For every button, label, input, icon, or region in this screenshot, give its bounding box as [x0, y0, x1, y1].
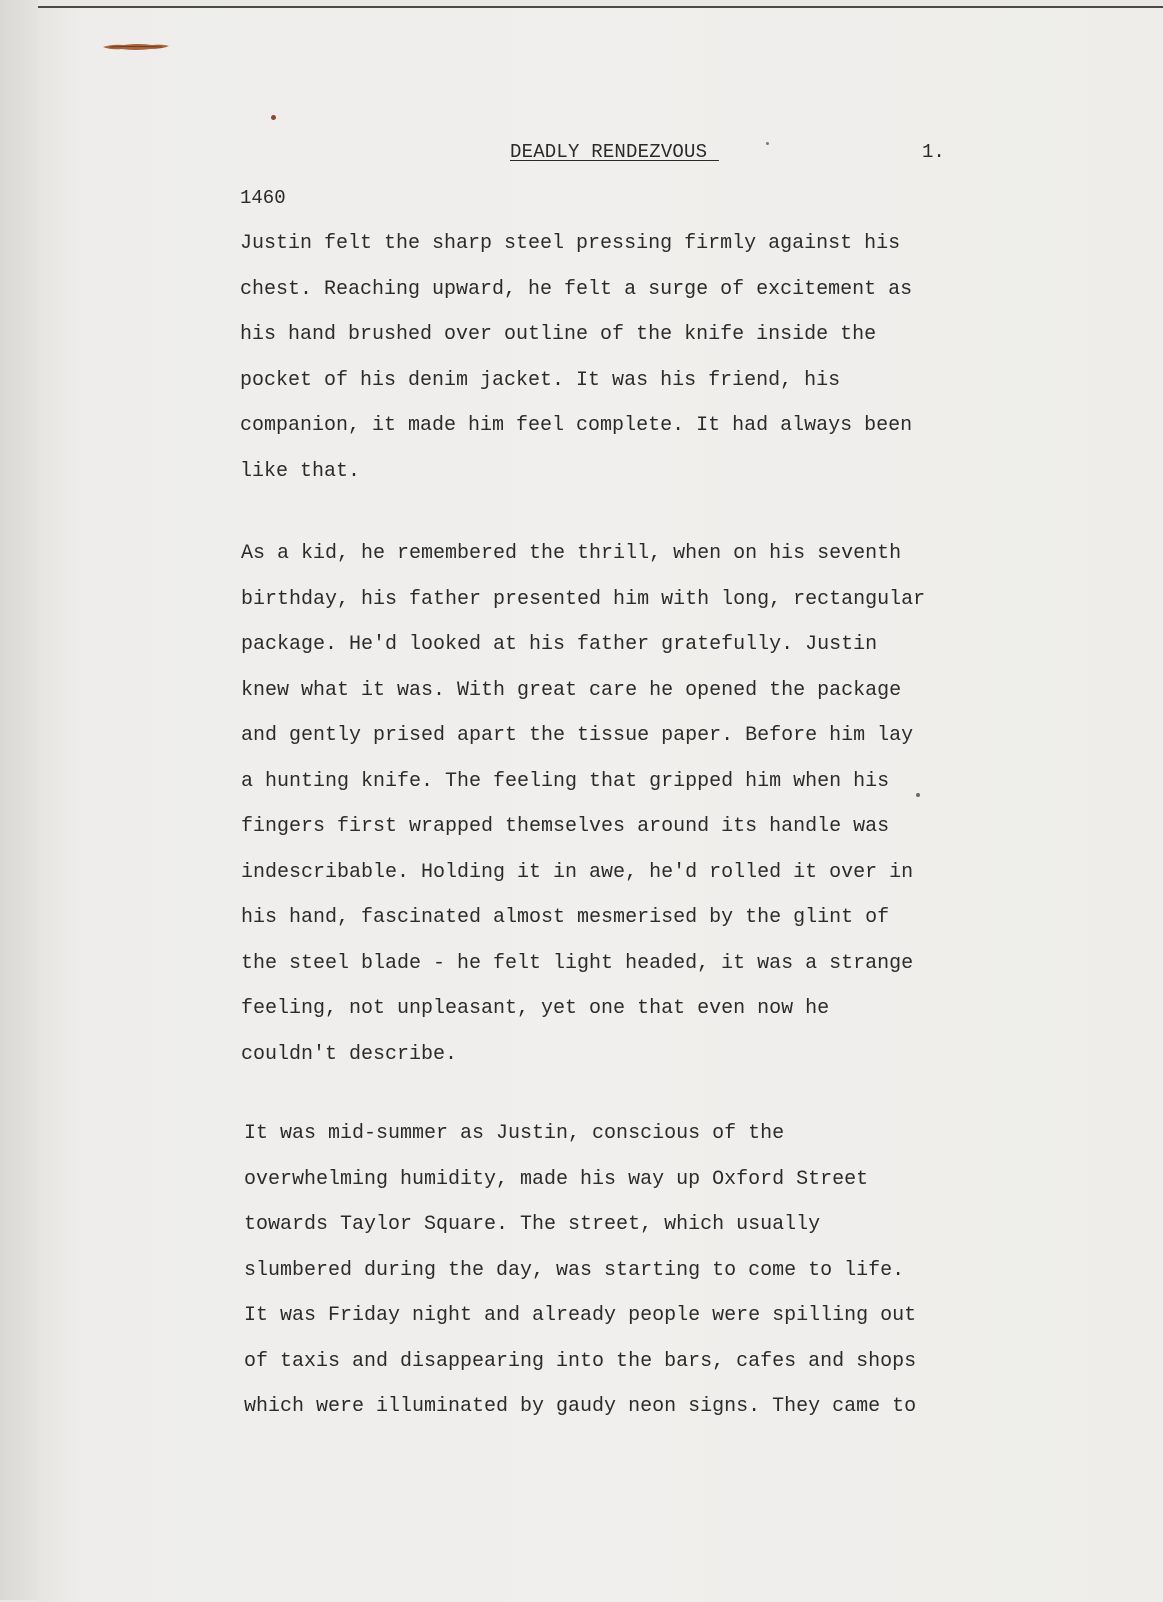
- text-line: chest. Reaching upward, he felt a surge of excitement as: [240, 277, 913, 301]
- text-line: feeling, not unpleasant, yet one that even now he: [241, 997, 830, 1020]
- text-line: pocket of his denim jacket. It was his friend, his: [240, 368, 841, 392]
- paragraph-2: [241, 531, 925, 1077]
- text-line: a hunting knife. The feeling that gripped him when his: [241, 769, 890, 793]
- rust-stain: [102, 42, 170, 52]
- text-line: knew what it was. With great care he opened the package: [241, 678, 902, 702]
- text-line: It was mid-summer as Justin, conscious of the: [244, 1122, 785, 1145]
- text-line: the steel blade - he felt light headed, it was a strange: [241, 951, 914, 975]
- text-line: indescribable. Holding it in awe, he'd rolled it over in: [241, 860, 914, 884]
- text-line: companion, it made him feel complete. It had always been: [240, 414, 913, 437]
- text-line: like that.: [240, 459, 361, 483]
- ink-speck: [766, 142, 769, 145]
- text-line: slumbered during the day, was starting to come to life.: [244, 1258, 905, 1282]
- text-line: his hand, fascinated almost mesmerised by the glint of: [241, 906, 890, 929]
- text-line: overwhelming humidity, made his way up Oxford Street: [244, 1167, 869, 1191]
- text-line: package. He'd looked at his father gratefully. Justin: [241, 633, 878, 656]
- text-line: which were illuminated by gaudy neon signs. They came to: [244, 1395, 917, 1418]
- text-line: towards Taylor Square. The street, which usually: [244, 1213, 821, 1236]
- word-count: 1460: [240, 187, 286, 209]
- paragraph-3: [244, 1111, 916, 1430]
- text-line: birthday, his father presented him with long, rectangular: [241, 587, 926, 611]
- ink-speck: [271, 115, 276, 120]
- paragraph-1: [240, 221, 912, 494]
- text-line: couldn't describe.: [241, 1042, 458, 1066]
- document-title: DEADLY RENDEZVOUS: [510, 141, 708, 163]
- text-line: and gently prised apart the tissue paper. Before him lay: [241, 724, 914, 747]
- text-line: of taxis and disappearing into the bars, cafes and shops: [244, 1349, 917, 1373]
- text-line: fingers first wrapped themselves around its handle was: [241, 815, 890, 838]
- text-line: As a kid, he remembered the thrill, when on his seventh: [241, 542, 902, 565]
- text-line: Justin felt the sharp steel pressing firmly against his: [240, 232, 901, 255]
- page-number: 1.: [922, 141, 945, 163]
- text-line: It was Friday night and already people were spilling out: [244, 1304, 917, 1327]
- text-line: his hand brushed over outline of the knife inside the: [240, 323, 877, 346]
- scanner-margin: [0, 0, 38, 1600]
